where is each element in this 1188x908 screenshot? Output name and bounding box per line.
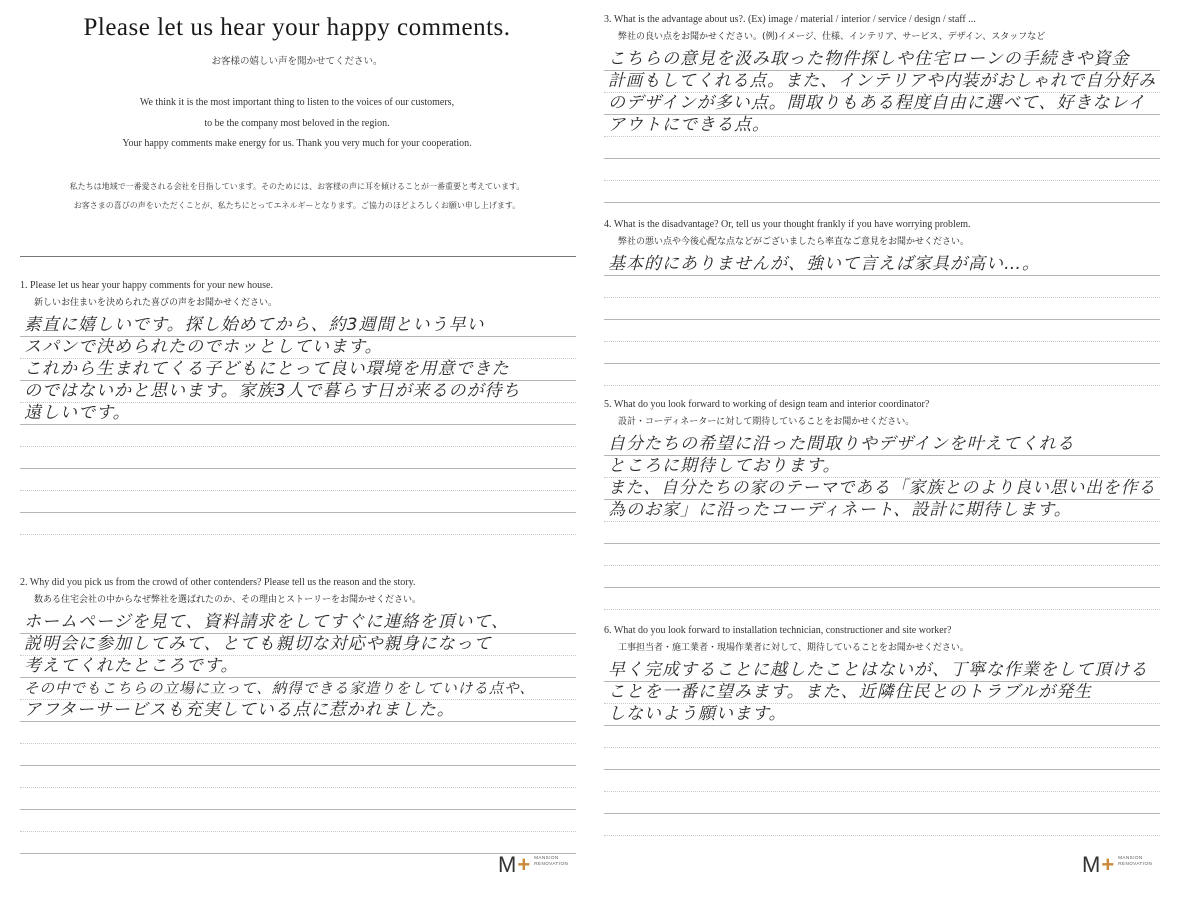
- question-jp: 設計・コーディネーターに対して期待していることをお聞かせください。: [618, 417, 915, 427]
- question-en: 4. What is the disadvantage? Or, tell us your thought frankly if you have worrying problem.: [604, 219, 971, 230]
- question-en: 3. What is the advantage about us?. (Ex) image / material / interior / service / design / staff ...: [604, 14, 976, 25]
- answer-line: 早く完成することに越したことはないが、丁寧な作業をして頂ける: [608, 660, 1148, 680]
- answer-line: 計画もしてくれる点。また、インテリアや内装がおしゃれで自分好み: [608, 71, 1156, 91]
- answer-line: ことを一番に望みます。また、近隣住民とのトラブルが発生: [608, 682, 1092, 702]
- answer-line: ホームページを見て、資料請求をしてすぐに連絡を頂いて、: [24, 612, 509, 632]
- logo-text-line2: RENOVATION: [1118, 861, 1153, 866]
- intro-en-line: We think it is the most important thing to listen to the voices of our customers,: [139, 97, 455, 108]
- answer-line: こちらの意見を汲み取った物件探しや住宅ローンの手続きや資金: [608, 49, 1130, 69]
- question-jp: 新しいお住まいを決められた喜びの声をお聞かせください。: [34, 298, 278, 308]
- header-divider: [20, 256, 576, 257]
- question-jp: 工事担当者・施工業者・現場作業者に対して、期待していることをお聞かせください。: [618, 643, 969, 653]
- answer-line: のデザインが多い点。間取りもある程度自由に選べて、好きなレイ: [608, 93, 1146, 113]
- answer-line: その中でもこちらの立場に立って、納得できる家造りをしていける点や、: [24, 681, 535, 697]
- question-en: 6. What do you look forward to installation technician, constructioner and site worker?: [604, 625, 952, 636]
- logo-plus-icon: +: [1101, 852, 1115, 877]
- answer-line: アウトにできる点。: [608, 115, 770, 135]
- logo-plus-icon: +: [517, 852, 531, 877]
- right-page: [594, 0, 1188, 908]
- question-en: 2. Why did you pick us from the crowd of other contenders? Please tell us the reason and the story.: [20, 577, 416, 588]
- answer-line: また、自分たちの家のテーマである「家族とのより良い思い出を作る: [608, 478, 1156, 498]
- company-logo: [1082, 854, 1152, 876]
- answer-line: 素直に嬉しいです。探し始めてから、約3週間という早い: [24, 315, 485, 335]
- logo-text: [534, 855, 568, 867]
- logo-text-line1: MANSION: [534, 855, 559, 861]
- answer-line: ところに期待しております。: [608, 456, 841, 476]
- logo-text: [1118, 855, 1152, 867]
- answer-line: 考えてくれたところです。: [24, 656, 239, 676]
- intro-jp-line: お客さまの喜びの声をいただくことが、私たちにとってエネルギーとなります。ご協力のほどよろしくお願い申し上げます。: [73, 201, 521, 210]
- intro-jp-line: 私たちは地域で一番愛される会社を目指しています。そのためには、お客様の声に耳を傾けることが一番重要と考えています。: [69, 182, 525, 191]
- question-en: 1. Please let us hear your happy comments for your new house.: [20, 280, 273, 291]
- logo-mark: M: [498, 852, 517, 877]
- company-logo: [498, 854, 568, 876]
- answer-line: のではないかと思います。家族3人で暮らす日が来るのが待ち: [24, 381, 521, 401]
- answer-line: 為のお家」に沿ったコーディネート、設計に期待します。: [608, 500, 1072, 520]
- logo-mark: M: [1082, 852, 1101, 877]
- answer-line: これから生まれてくる子どもにとって良い環境を用意できた: [24, 359, 510, 379]
- answer-line: 基本的にありませんが、強いて言えば家具が高い…。: [608, 254, 1040, 274]
- answer-line: スパンで決められたのでホッとしています。: [24, 337, 383, 357]
- question-jp: 弊社の悪い点や今後心配な点などがございましたら率直なご意見をお聞かせください。: [618, 237, 970, 247]
- answer-line: アフターサービスも充実している点に惹かれました。: [24, 700, 455, 720]
- page-title: Please let us hear your happy comments.: [83, 14, 511, 41]
- question-jp: 数ある住宅会社の中からなぜ弊社を選ばれたのか、その理由とストーリーをお聞かせください。: [34, 595, 422, 605]
- question-jp: 弊社の良い点をお聞かせください。(例)イメージ、仕様、インテリア、サービス、デザイン、スタッフなど: [618, 32, 1046, 42]
- answer-line: 遠しいです。: [24, 403, 131, 423]
- page-subtitle: お客様の嬉しい声を聞かせてください。: [211, 56, 383, 67]
- intro-en-line: to be the company most beloved in the region.: [204, 118, 390, 129]
- intro-en-line: Your happy comments make energy for us. Thank you very much for your cooperation.: [122, 138, 472, 149]
- question-en: 5. What do you look forward to working of design team and interior coordinator?: [604, 399, 930, 410]
- logo-text-line2: RENOVATION: [534, 861, 569, 866]
- answer-line: 自分たちの希望に沿った間取りやデザインを叶えてくれる: [608, 434, 1075, 454]
- answer-line: 説明会に参加してみて、とても親切な対応や親身になって: [24, 634, 492, 654]
- logo-text-line1: MANSION: [1118, 855, 1143, 861]
- answer-line: しないよう願います。: [608, 704, 787, 724]
